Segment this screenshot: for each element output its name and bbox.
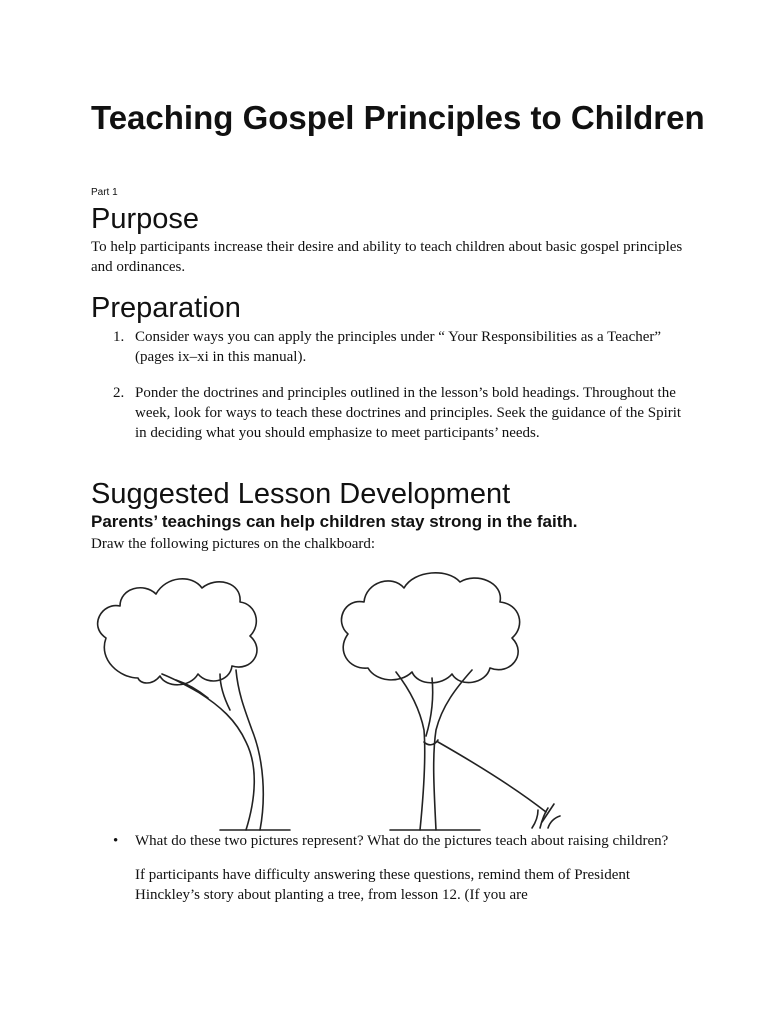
tree-illustration <box>80 560 600 835</box>
tree-stake <box>542 804 554 822</box>
preparation-list <box>91 327 691 443</box>
staked-tree-icon <box>341 573 560 830</box>
lesson-instruction: Draw the following pictures on the chalkboard: <box>91 536 376 552</box>
list-number: 2. <box>113 385 125 401</box>
page-title: Teaching Gospel Principles to Children <box>91 99 705 136</box>
bent-tree-icon <box>98 579 290 830</box>
discussion-list <box>91 831 691 905</box>
discussion-followup: If participants have difficulty answering these questions, remind them of President Hinckley’s story about planting a tree, from lesson 12. (If you are <box>135 867 631 903</box>
list-item-text: Consider ways you can apply the principles under “ Your Responsibilities as a Teacher” (pages ix–xi in this manual). <box>135 329 662 365</box>
list-number: 1. <box>113 329 125 345</box>
part-label: Part 1 <box>91 187 118 198</box>
lesson-heading: Suggested Lesson Development <box>91 478 511 510</box>
bent-tree-canopy <box>98 579 257 685</box>
grass-tuft <box>532 808 560 828</box>
discussion-question: What do these two pictures represent? What do the pictures teach about raising children? <box>135 833 669 849</box>
list-item <box>91 383 691 443</box>
staked-tree-canopy <box>341 573 519 683</box>
preparation-heading: Preparation <box>91 292 241 324</box>
list-item-text: Ponder the doctrines and principles outlined in the lesson’s bold headings. Throughout the week, look for ways to teach these doctrines and principles. Seek the guidance of the Spirit in deciding what you should emphasize to meet participants’ needs. <box>135 385 682 441</box>
tree-support-rope <box>438 742 546 812</box>
bullet-dot-icon: • <box>113 833 119 849</box>
lesson-subheading: Parents’ teachings can help children stay strong in the faith. <box>91 512 578 531</box>
list-item <box>91 831 691 905</box>
staked-tree-trunk-left <box>396 672 425 830</box>
purpose-heading: Purpose <box>91 203 200 235</box>
purpose-text: To help participants increase their desire and ability to teach children about basic gospel principles and ordinances. <box>91 239 683 275</box>
staked-tree-branch <box>426 678 433 736</box>
list-item <box>91 327 691 367</box>
tree-tie-band <box>424 740 438 745</box>
